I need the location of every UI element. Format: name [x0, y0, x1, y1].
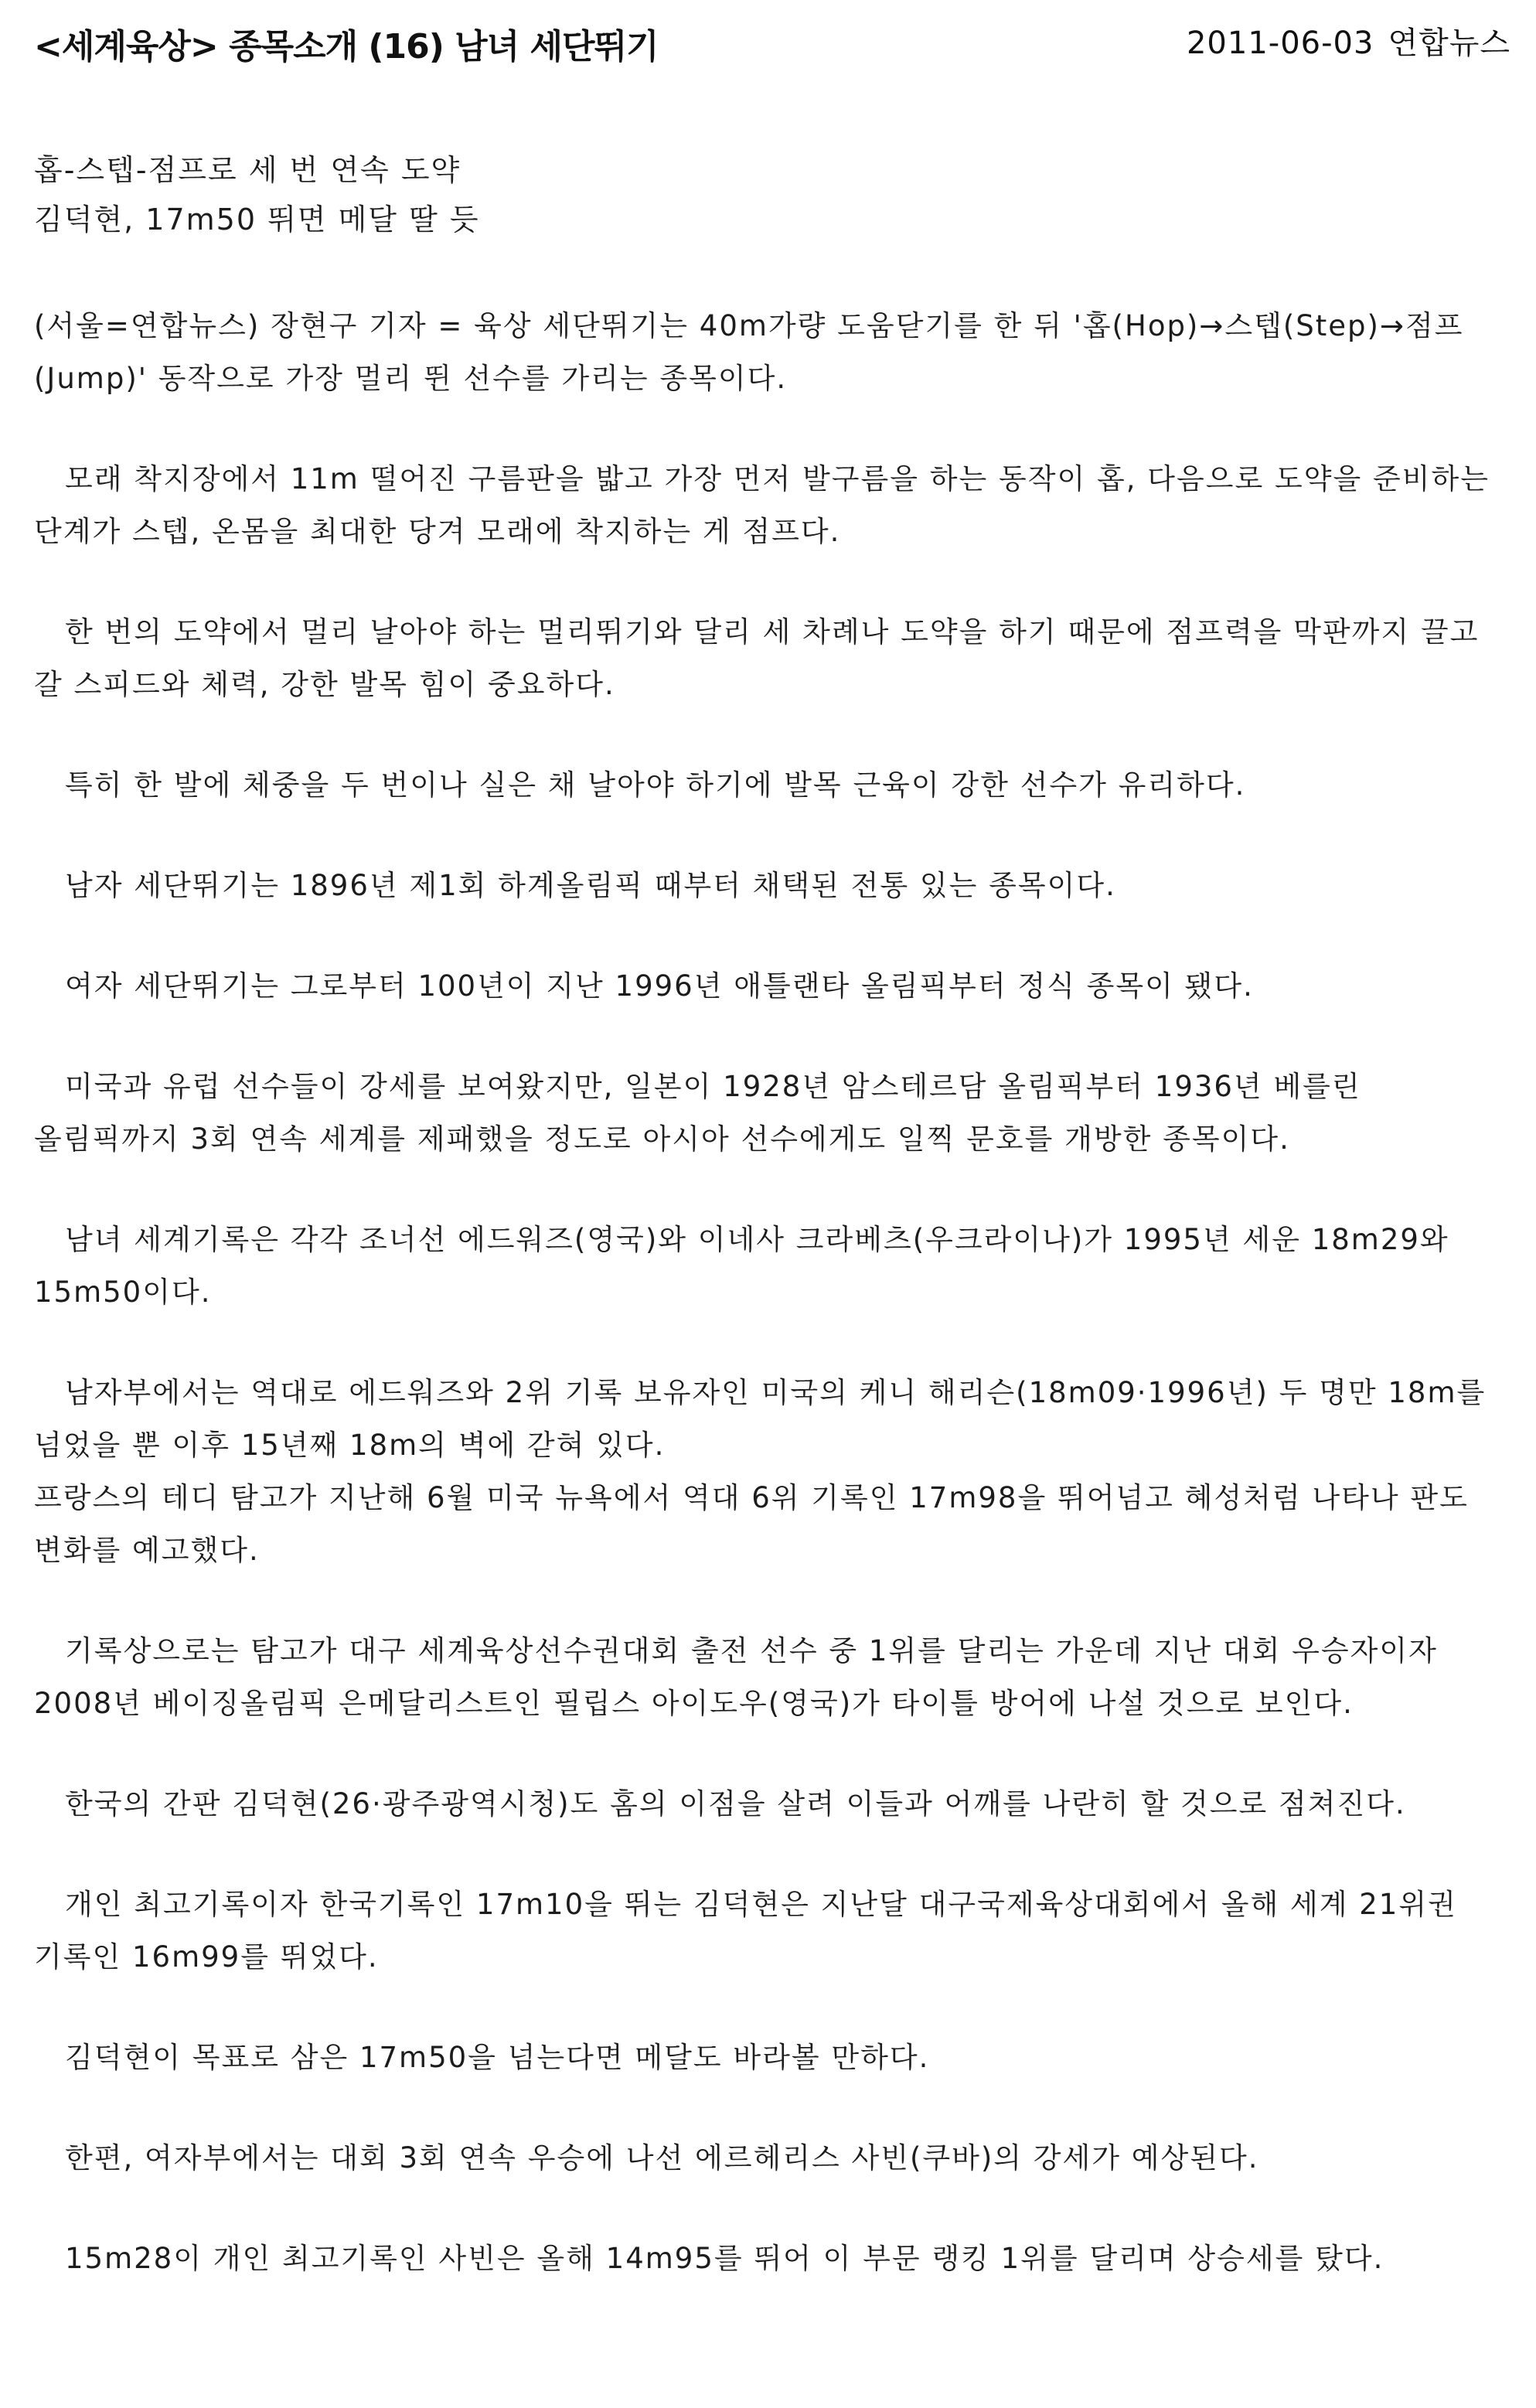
article-paragraph: 남자부에서는 역대로 에드워즈와 2위 기록 보유자인 미국의 케니 해리슨(18m09·1996년) 두 명만 18m를 넘었을 뿐 이후 15년째 18m의 벽에 갇혀 있다.	[34, 1376, 1487, 1462]
article-paragraph: 남자 세단뛰기는 1896년 제1회 하계올림픽 때부터 채택된 전통 있는 종목이다.	[65, 869, 1116, 902]
article-paragraph: 한국의 간판 김덕현(26·광주광역시청)도 홈의 이점을 살려 이들과 어깨를 나란히 할 것으로 점쳐진다.	[65, 1787, 1406, 1820]
article-paragraph: 15m28이 개인 최고기록인 사빈은 올해 14m95를 뛰어 이 부문 랭킹 1위를 달리며 상승세를 탔다.	[65, 2242, 1384, 2275]
article-paragraph: 모래 착지장에서 11m 떨어진 구름판을 밟고 가장 먼저 발구름을 하는 동작이 홉, 다음으로 도약을 준비하는 단계가 스텝, 온몸을 최대한 당겨 모래에 착지하는 게 점프다.	[34, 462, 1490, 548]
article-paragraph: 특히 한 발에 체중을 두 번이나 실은 채 날아야 하기에 발목 근육이 강한 선수가 유리하다.	[65, 768, 1246, 802]
article-paragraph: 여자 세단뛰기는 그로부터 100년이 지난 1996년 애틀랜타 올림픽부터 정식 종목이 됐다.	[65, 969, 1254, 1003]
article-paragraph: (서울=연합뉴스) 장현구 기자 = 육상 세단뛰기는 40m가량 도움닫기를 한 뒤 '홉(Hop)→스텝(Step)→점프(Jump)' 동작으로 가장 멀리 뛴 선수를 가리는 종목이다.	[34, 309, 1464, 395]
article-body	[34, 300, 1503, 2333]
subtitle-line: 김덕현, 17m50 뛰면 메달 딸 듯	[34, 203, 480, 237]
article-header	[34, 14, 1510, 76]
article-paragraph: 남녀 세계기록은 각각 조너선 에드워즈(영국)와 이네사 크라베츠(우크라이나)가 1995년 세운 18m29와 15m50이다.	[34, 1223, 1449, 1309]
article-paragraph: 개인 최고기록이자 한국기록인 17m10을 뛰는 김덕현은 지난달 대구국제육상대회에서 올해 세계 21위권 기록인 16m99를 뛰었다.	[34, 1888, 1457, 1974]
article-paragraph: 한편, 여자부에서는 대회 3회 연속 우승에 나선 에르헤리스 사빈(쿠바)의 강세가 예상된다.	[65, 2141, 1259, 2175]
article-source: 연합뉴스	[1388, 26, 1510, 61]
article-paragraph: 기록상으로는 탐고가 대구 세계육상선수권대회 출전 선수 중 1위를 달리는 가운데 지난 대회 우승자이자 2008년 베이징올림픽 은메달리스트인 필립스 아이도우(영국)가 타이틀 방어에 나설 것으로 보인다.	[34, 1634, 1438, 1720]
article-paragraph: 프랑스의 테디 탐고가 지난해 6월 미국 뉴욕에서 역대 6위 기록인 17m98을 뛰어넘고 혜성처럼 나타나 판도 변화를 예고했다.	[34, 1481, 1469, 1567]
article-title: <세계육상> 종목소개 (16) 남녀 세단뛰기	[34, 27, 659, 66]
article-paragraph: 한 번의 도약에서 멀리 날아야 하는 멀리뛰기와 달리 세 차례나 도약을 하기 때문에 점프력을 막판까지 끌고 갈 스피드와 체력, 강한 발목 힘이 중요하다.	[34, 615, 1480, 701]
article-paragraph: 김덕현이 목표로 삼은 17m50을 넘는다면 메달도 바라볼 만하다.	[65, 2041, 930, 2074]
article-paragraph: 미국과 유럽 선수들이 강세를 보여왔지만, 일본이 1928년 암스테르담 올림픽부터 1936년 베를린 올림픽까지 3회 연속 세계를 제패했을 정도로 아시아 선수에게도 일찍 문호를 개방한 종목이다.	[34, 1070, 1361, 1156]
article-date: 2011-06-03	[1186, 26, 1374, 61]
subtitle-line: 홉-스텝-점프로 세 번 연속 도약	[34, 153, 461, 187]
article-subtitles	[34, 145, 1503, 244]
article-meta	[1187, 19, 1510, 63]
